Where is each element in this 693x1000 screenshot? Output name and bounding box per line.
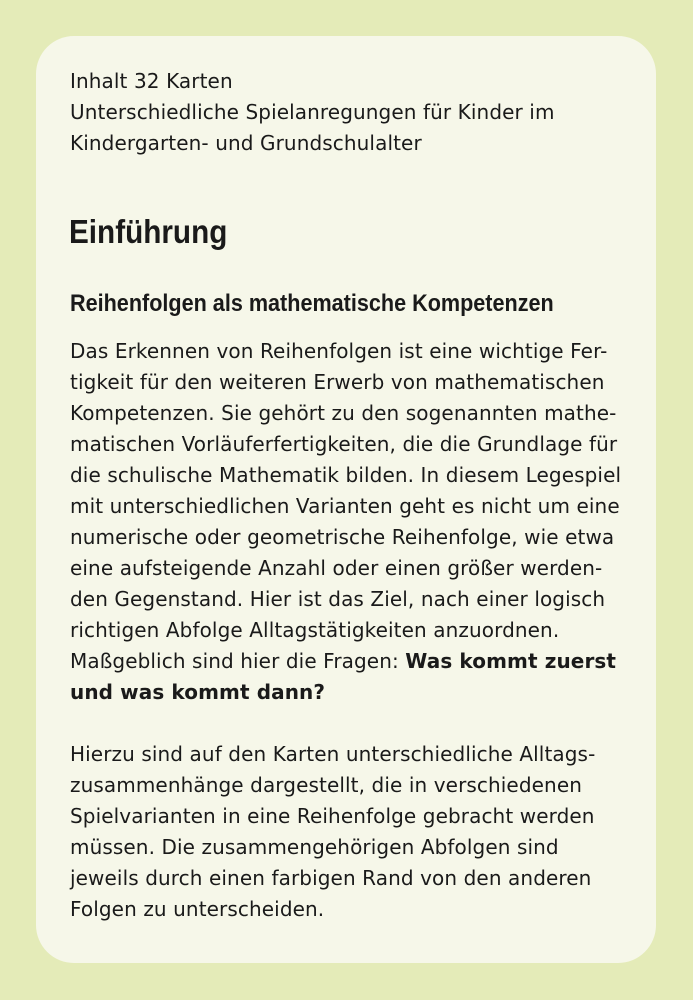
- paragraph-line: Hierzu sind auf den Karten unterschiedliche Alltags-: [70, 742, 596, 766]
- paragraph-1: [70, 336, 621, 708]
- question-lead-text: Maßgeblich sind hier die Fragen:: [70, 649, 406, 673]
- paragraph-line: Kompetenzen. Sie gehört zu den sogenannten mathe-: [70, 401, 617, 425]
- paragraph-line: richtigen Abfolge Alltagstätigkeiten anzuordnen.: [70, 618, 560, 642]
- intro-line: Inhalt 32 Karten: [70, 69, 233, 93]
- paragraph-line: numerische oder geometrische Reihenfolge, wie etwa: [70, 525, 615, 549]
- intro-line: Unterschiedliche Spielanregungen für Kinder im: [70, 100, 555, 124]
- info-card: [36, 36, 656, 963]
- paragraph-line: matischen Vorläuferfertigkeiten, die die Grundlage für: [70, 432, 618, 456]
- paragraph-line: Das Erkennen von Reihenfolgen ist eine wichtige Fer-: [70, 339, 608, 363]
- paragraph-line: müssen. Die zusammengehörigen Abfolgen sind: [70, 835, 559, 859]
- key-question-part-2: und was kommt dann?: [70, 680, 326, 704]
- paragraph-line: zusammenhänge dargestellt, die in verschiedenen: [70, 773, 582, 797]
- paragraph-2: [70, 739, 595, 925]
- key-question-part-1: Was kommt zuerst: [405, 649, 617, 673]
- paragraph-line: eine aufsteigende Anzahl oder einen größer werden-: [70, 556, 603, 580]
- section-title: Einführung: [69, 213, 228, 250]
- paragraph-line: Spielvarianten in eine Reihenfolge gebracht werden: [70, 804, 595, 828]
- intro-line: Kindergarten- und Grundschulalter: [70, 131, 422, 155]
- paragraph-line: Folgen zu unterscheiden.: [70, 897, 325, 921]
- paragraph-line: tigkeit für den weiteren Erwerb von mathematischen: [70, 370, 605, 394]
- subsection-title: Reihenfolgen als mathematische Kompetenzen: [70, 290, 554, 317]
- paragraph-line: die schulische Mathematik bilden. In diesem Legespiel: [70, 463, 622, 487]
- paragraph-line: den Gegenstand. Hier ist das Ziel, nach einer logisch: [70, 587, 606, 611]
- card-intro: [70, 66, 555, 159]
- paragraph-line: jeweils durch einen farbigen Rand von den anderen: [70, 866, 592, 890]
- paragraph-line: [70, 646, 621, 677]
- paragraph-line: mit unterschiedlichen Varianten geht es nicht um eine: [70, 494, 620, 518]
